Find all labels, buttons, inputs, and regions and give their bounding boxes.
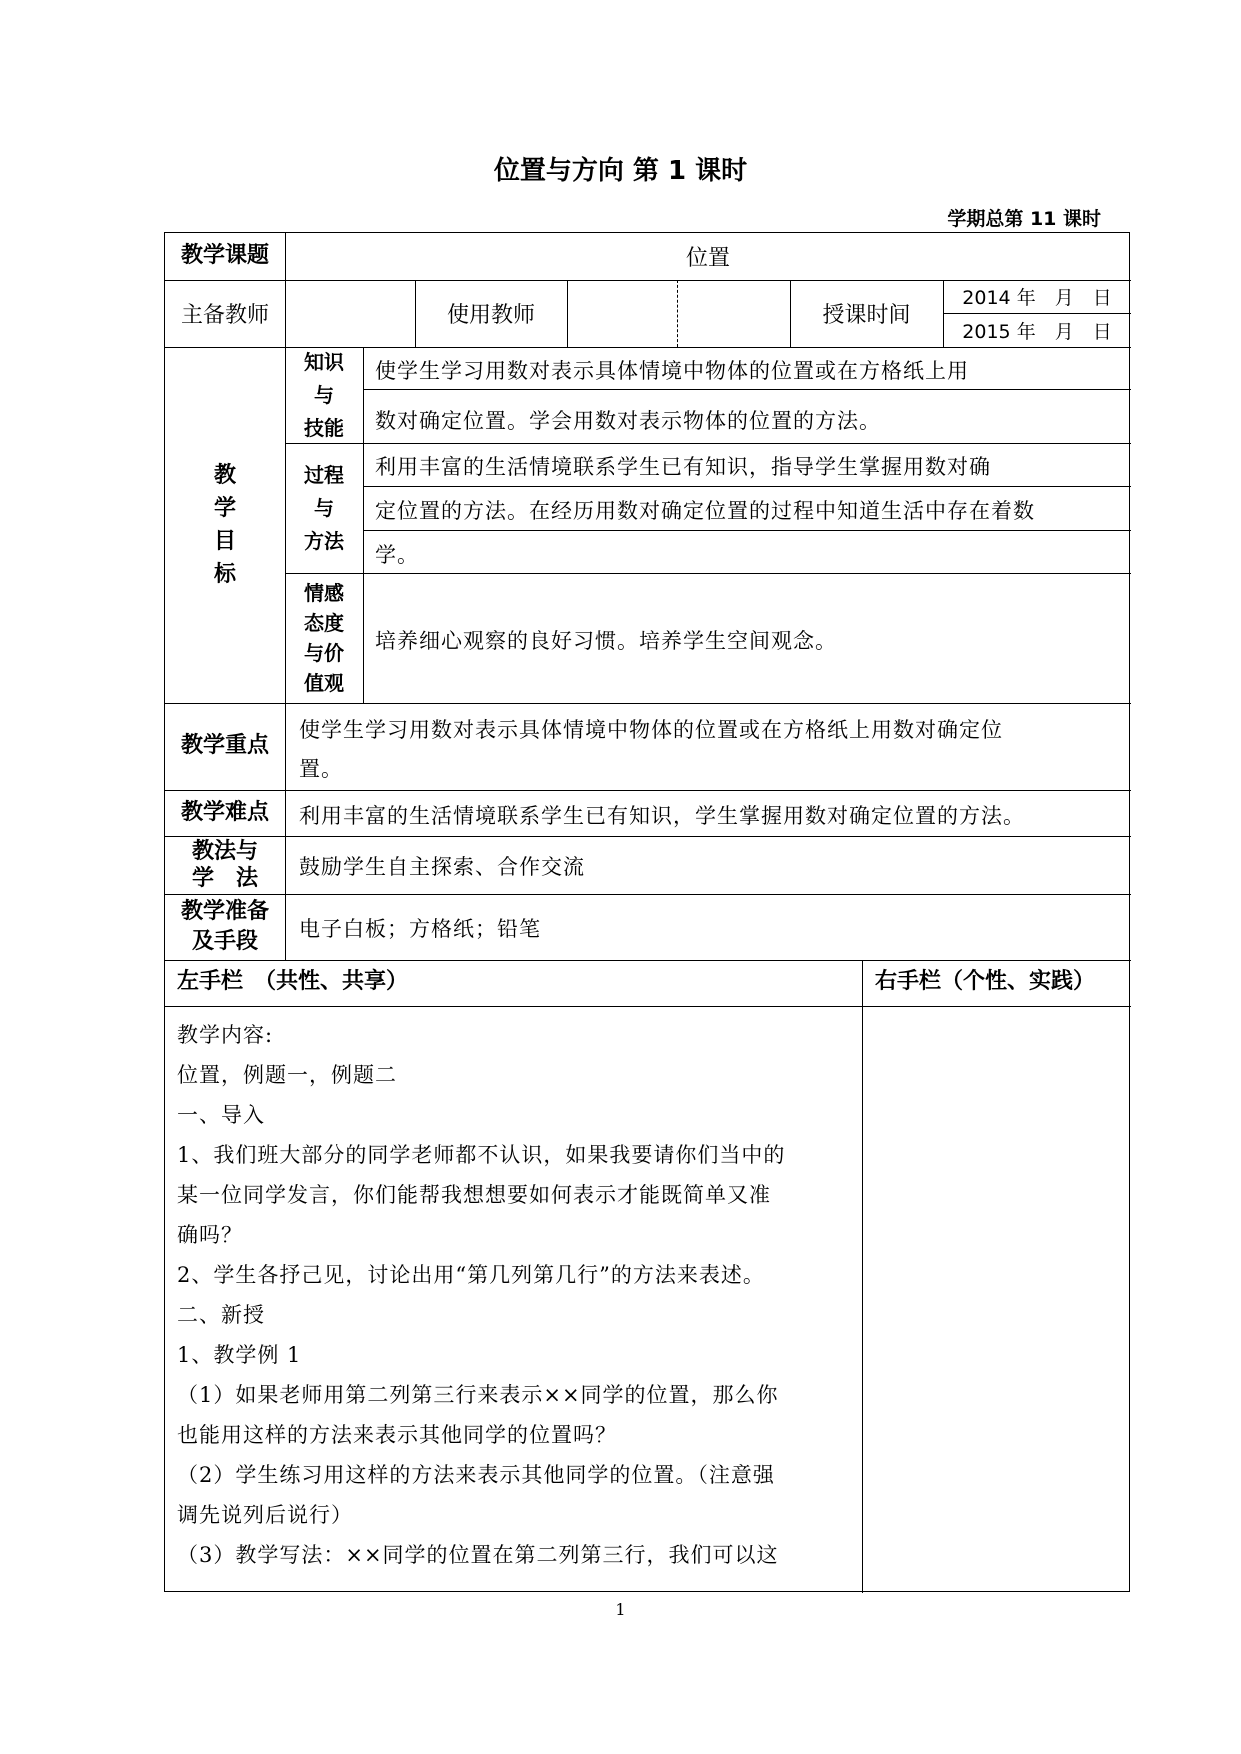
process-label [285,443,363,573]
content-line: （1）如果老师用第二列第三行来表示××同学的位置，那么你 [177,1383,779,1407]
emotion-label [285,573,363,703]
content-line: 一、导入 [177,1103,265,1127]
content-line: 1、我们班大部分的同学老师都不认识，如果我要请你们当中的 [177,1143,786,1167]
preparation-label-line: 及手段 [191,929,258,954]
emotion-label-line: 态度 [304,611,344,635]
process-label-line: 方法 [304,528,344,553]
use-teacher-label: 使用教师 [446,303,535,328]
process-text-line: 学。 [375,543,419,567]
preparation-label [165,894,285,960]
method-label-line: 学 法 [191,866,258,891]
preparation-label-line: 教学准备 [180,899,269,924]
knowledge-label-line: 技能 [304,415,344,440]
content-line: 2、学生各抒己见，讨论出用“第几列第几行”的方法来表述。 [177,1263,765,1287]
process-label-line: 过程 [304,462,344,487]
knowledge-text-line: 使学生学习用数对表示具体情境中物体的位置或在方格纸上用 [375,359,969,383]
preparation-text: 电子白板；方格纸；铅笔 [299,917,541,941]
objectives-char: 教 [213,463,236,488]
objectives-label [165,347,285,703]
knowledge-label-line: 知识 [304,349,344,374]
key-point-text-line: 置。 [299,757,343,781]
key-point-label: 教学重点 [180,733,269,759]
process-label-line: 与 [314,495,334,520]
method-label [165,836,285,894]
objectives-char: 目 [213,529,236,554]
page-title: 位置与方向 第 1 课时 [493,156,748,186]
main-teacher-label: 主备教师 [180,303,269,328]
page-number: 1 [615,1600,626,1619]
content-line: 1、教学例 1 [177,1343,302,1367]
difficulty-text: 利用丰富的生活情境联系学生已有知识，学生掌握用数对确定位置的方法。 [299,804,1025,828]
content-line: 位置，例题一，例题二 [177,1063,397,1087]
emotion-label-line: 值观 [304,671,344,695]
knowledge-label [285,347,363,443]
difficulty-label: 教学难点 [180,799,269,825]
date-2015: 2015 年 月 日 [962,320,1112,343]
right-column-header: 右手栏（个性、实践） [875,969,1096,994]
topic-value: 位置 [685,246,730,271]
emotion-label-line: 情感 [304,581,344,605]
topic-label: 教学课题 [180,243,269,269]
knowledge-text-line: 数对确定位置。学会用数对表示物体的位置的方法。 [375,409,881,433]
content-line: （2）学生练习用这样的方法来表示其他同学的位置。（注意强 [177,1463,775,1487]
content-line: 确吗？ [177,1223,243,1247]
content-line: 调先说列后说行） [177,1503,353,1527]
content-line: 二、新授 [177,1303,265,1327]
process-text-line: 利用丰富的生活情境联系学生已有知识，指导学生掌握用数对确 [375,455,991,479]
key-point-text-line: 使学生学习用数对表示具体情境中物体的位置或在方格纸上用数对确定位 [299,718,1003,742]
content-line: （3）教学写法：××同学的位置在第二列第三行，我们可以这 [177,1543,779,1567]
method-text: 鼓励学生自主探索、合作交流 [299,855,585,879]
content-line: 教学内容: [177,1023,274,1047]
content-line: 也能用这样的方法来表示其他同学的位置吗？ [177,1423,617,1447]
method-label-line: 教法与 [191,839,258,864]
process-text-line: 定位置的方法。在经历用数对确定位置的过程中知道生活中存在着数 [375,499,1035,523]
lesson-plan-table [164,232,1130,1592]
knowledge-label-line: 与 [314,382,334,407]
date-2014: 2014 年 月 日 [962,287,1112,309]
content-line: 某一位同学发言，你们能帮我想想要如何表示才能既简单又准 [177,1183,771,1207]
lesson-time-label: 授课时间 [822,303,911,328]
left-column-header: 左手栏 （共性、共享） [177,969,409,994]
emotion-label-line: 与价 [304,641,344,665]
objectives-char: 学 [213,496,236,521]
objectives-char: 标 [213,562,236,587]
emotion-text-line: 培养细心观察的良好习惯。培养学生空间观念。 [375,629,837,653]
lesson-count: 学期总第 11 课时 [947,208,1101,230]
